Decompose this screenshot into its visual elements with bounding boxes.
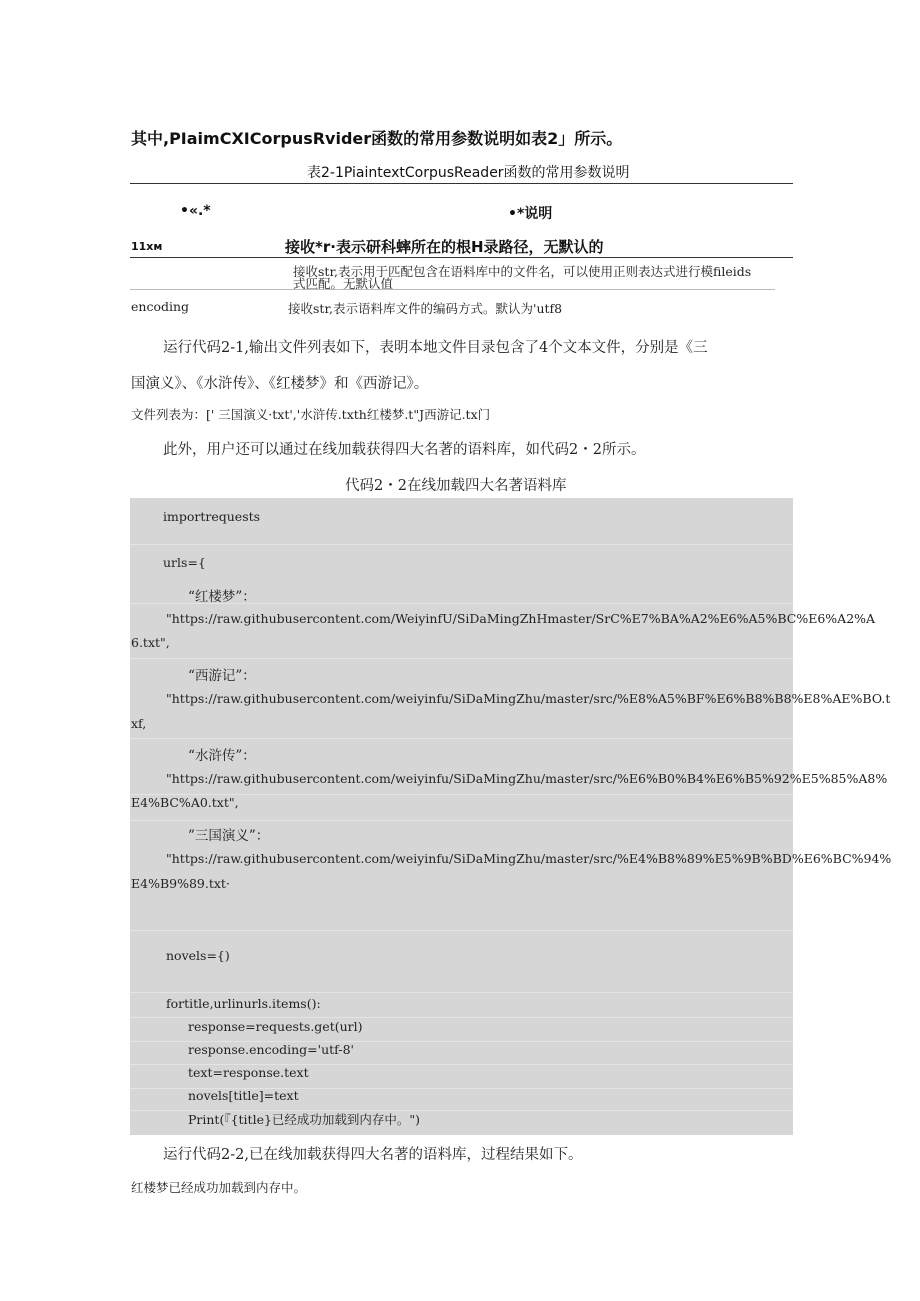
code-separator [130,992,793,993]
code-line-url: "https://raw.githubusercontent.com/weiyinfu/SiDaMingZhu/master/src/%E4%B8%89%E5%9B%BD%E6%BC%94% [166,851,892,866]
code-line-key-hongloumeng: “红楼梦”： [188,589,256,605]
table-row-1-desc: 接收*r·表示研科蟀所在的根H录路径，无默认的 [285,238,604,256]
code-line-url-cont: E4%BC%A0.txt", [131,795,239,810]
code-separator [130,1017,793,1018]
code-block [130,498,892,1135]
code-line-url-cont: E4%B9%89.txt· [131,876,230,891]
code-line-response: response=requests.get(url) [188,1019,363,1034]
paragraph-2: 此外，用户还可以通过在线加载获得四大名著的语料库，如代码2・2所示。 [163,442,646,458]
code-line-assign: novels[title]=text [188,1088,299,1103]
table-caption: 表2-1PiaintextCorpusReader函数的常用参数说明 [307,165,630,181]
table-row-1-param: 11xм [131,240,163,253]
code-line-url: "https://raw.githubusercontent.com/weiyinfu/SiDaMingZhu/master/src/%E8%A5%BF%E6%B8%B8%E8%AE%BO.t [166,691,891,706]
table-row-2-desc-cont: 式匹配。无默认值 [293,276,394,291]
code-line-key-sanguoyanyi: ”三国演义”： [188,828,270,844]
table-row-3-param: encoding [131,299,190,314]
paragraph-1-line-1: 运行代码2-1,输出文件列表如下，表明本地文件目录包含了4个文本文件，分别是《三 [163,340,708,356]
paragraph-1-line-2: 国演义》、《水浒传》、《红楼梦》和《西游记》。 [131,376,429,392]
code-line-url-cont: xf, [131,716,147,731]
table-header-desc: •*说明 [508,206,553,222]
code-separator [130,658,793,659]
code-line-import: importrequests [163,509,261,524]
code-line-encoding: response.encoding='utf-8' [188,1042,354,1057]
code-line-url-cont: 6.txt", [131,635,170,650]
code-line-url: "https://raw.githubusercontent.com/weiyinfu/SiDaMingZhu/master/src/%E6%B0%B4%E6%B5%92%E5%85%A8% [166,771,888,786]
code-separator [130,544,793,545]
intro-paragraph: 其中,PIaimCXICorpusRvider函数的常用参数说明如表2」所示。 [131,129,623,148]
code-line-key-xiyouji: “西游记”： [188,668,256,684]
table-row-rule [130,257,793,258]
code-separator [130,820,793,821]
table-header-param: •«.* [180,203,211,219]
table-top-rule [130,183,793,184]
code-line-text: text=response.text [188,1065,309,1080]
table-row-2-desc: 接收str,表示用于匹配包含在语料库中的文件名，可以使用正则表达式进行模fileids [293,264,752,279]
paragraph-3: 运行代码2-2,已在线加载获得四大名著的语料库，过程结果如下。 [163,1147,583,1163]
code-line-url: "https://raw.githubusercontent.com/WeiyinfU/SiDaMingZhHmaster/SrC%E7%BA%A2%E6%A5%BC%E6%A2%A [166,611,876,626]
code-line-print: Print(『{title}已经成功加载到内存中。") [188,1112,421,1127]
code-separator [130,930,793,931]
file-list-output: 文件列表为：[' 三国演义·txt','水浒传.txth红楼梦.t"J西游记.tx门 [131,407,491,422]
code-line-key-shuihuzhuan: “水浒传”： [188,748,256,764]
code-caption: 代码2・2在线加载四大名著语料库 [345,478,567,494]
table-row-3-desc: 接收str,表示语料库文件的编码方式。默认为'utf8 [288,301,563,316]
output-line-1: 红楼梦已经成功加载到内存中。 [131,1180,307,1195]
code-line-urls: urls={ [163,555,206,570]
code-separator [130,738,793,739]
code-line-novels: novels={) [166,948,230,963]
code-line-for: fortitle,urlinurls.items(): [166,996,321,1011]
table-row-rule-2 [130,289,775,290]
